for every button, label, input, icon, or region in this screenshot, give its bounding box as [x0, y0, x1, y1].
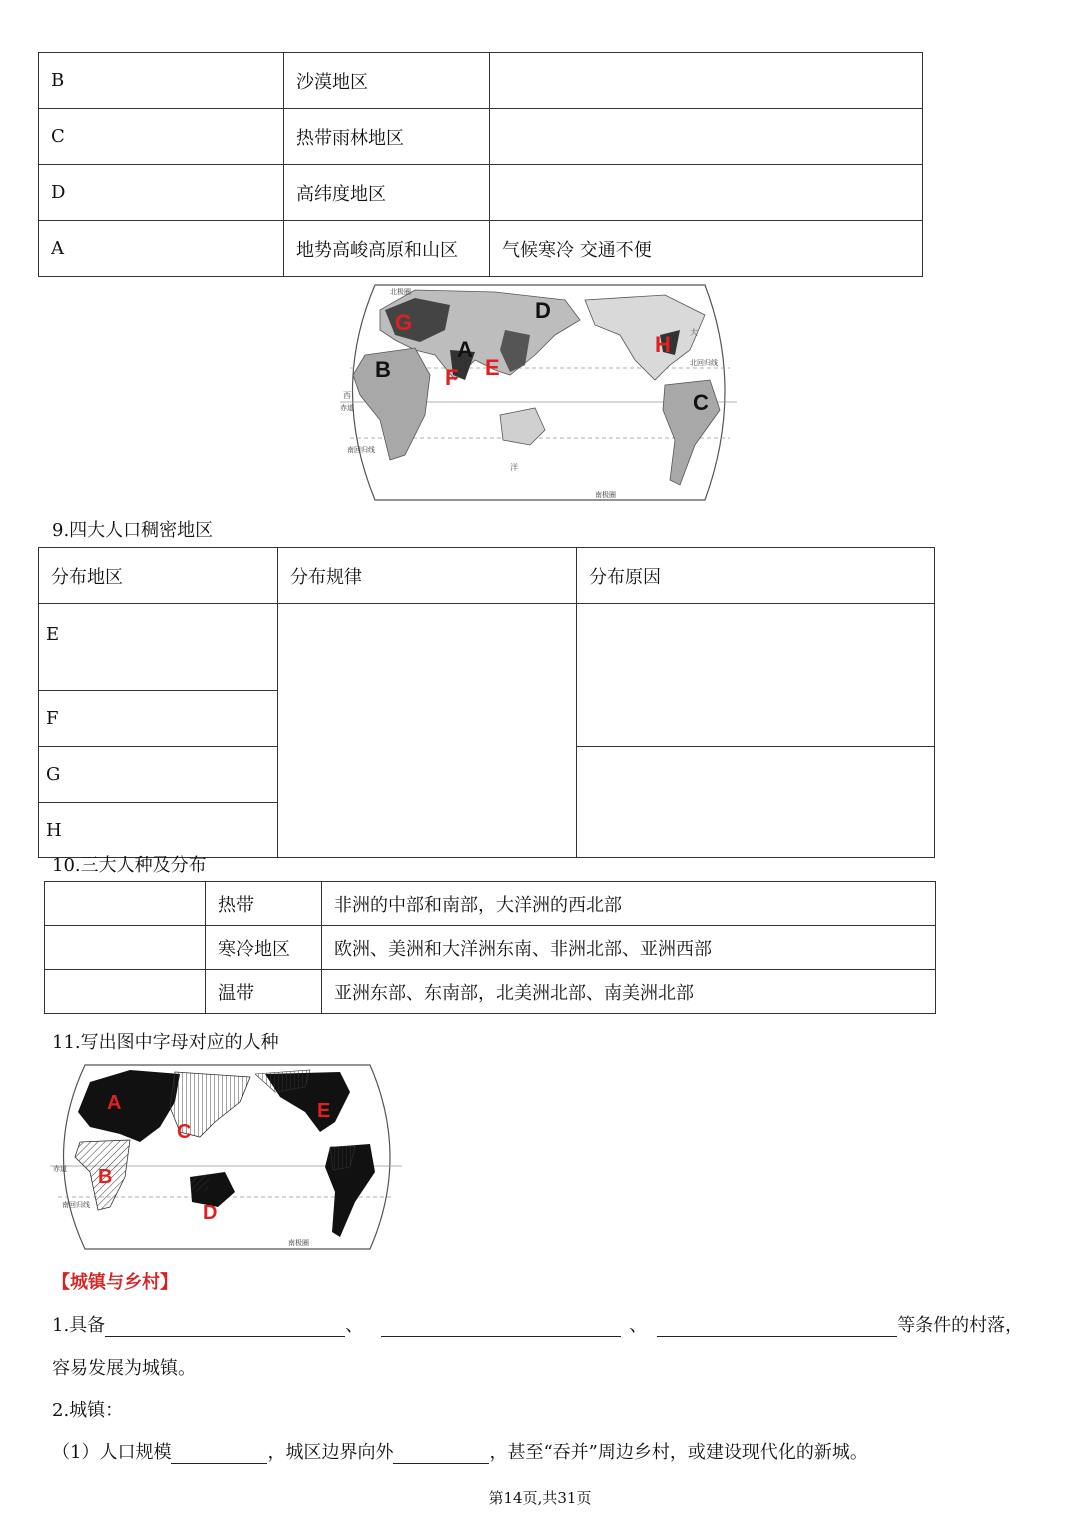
table-cell: 亚洲东部、东南部，北美洲北部、南美洲北部	[322, 970, 936, 1014]
fill-blank[interactable]	[171, 1445, 267, 1464]
table-row	[39, 604, 935, 691]
q9-title: 9.四大人口稠密地区	[52, 520, 214, 541]
item-1-suffix: 等条件的村落，	[897, 1315, 1024, 1336]
table-cell	[490, 165, 923, 221]
table-cell	[45, 882, 206, 926]
page-footer: 第14页,共31页	[488, 1489, 592, 1507]
ocean-char: 西	[343, 391, 351, 400]
south-tropic-label: 南回归线	[62, 1202, 90, 1209]
map-label-a: A	[107, 1092, 122, 1114]
map-label-d: D	[535, 298, 551, 323]
map-label-b: B	[375, 357, 391, 382]
table-cell: 高纬度地区	[284, 165, 490, 221]
australia-nw-hatch	[190, 1174, 210, 1192]
fill-blank[interactable]	[105, 1318, 345, 1337]
table-row	[45, 926, 936, 970]
table-cell: F	[39, 691, 278, 747]
map-label-d: D	[203, 1202, 218, 1224]
table-cell	[577, 747, 935, 858]
race-distribution-map	[50, 1062, 402, 1252]
q10-title: 10.三大人种及分布	[52, 855, 207, 876]
table-cell	[45, 970, 206, 1014]
table-header-row	[39, 548, 935, 604]
map-label-c: C	[693, 390, 709, 415]
item-1-sep: 、	[345, 1315, 364, 1336]
table-cell: 寒冷地区	[206, 926, 322, 970]
table-row	[45, 970, 936, 1014]
table-cell: 地势高峻高原和山区	[284, 221, 490, 277]
north-tropic-label: 北回归线	[690, 360, 718, 367]
table-header: 分布原因	[577, 548, 935, 604]
table-cell	[278, 604, 577, 858]
table-cell: H	[39, 803, 278, 858]
arctic-label: 北极圈	[390, 289, 411, 296]
equator-label: 赤道	[53, 1166, 67, 1173]
table-cell: 欧洲、美洲和大洋洲东南、非洲北部、亚洲西部	[322, 926, 936, 970]
race-table	[44, 881, 936, 1014]
fill-blank[interactable]	[381, 1318, 621, 1337]
table-cell: C	[39, 109, 284, 165]
table-cell	[45, 926, 206, 970]
table-cell	[490, 53, 923, 109]
table-cell: 沙漠地区	[284, 53, 490, 109]
table-cell: 热带	[206, 882, 322, 926]
item-1-sep: 、	[629, 1315, 648, 1336]
section-title: 【城镇与乡村】	[52, 1272, 178, 1293]
table-header: 分布地区	[39, 548, 278, 604]
table-cell: 非洲的中部和南部，大洋洲的西北部	[322, 882, 936, 926]
ocean-char: 洋	[510, 463, 518, 472]
south-tropic-label: 南回归线	[347, 447, 375, 454]
table-row	[39, 165, 923, 221]
table-cell	[490, 109, 923, 165]
antarctic-label: 南极圈	[595, 492, 616, 499]
table-cell: A	[39, 221, 284, 277]
fill-blank[interactable]	[657, 1318, 897, 1337]
q11-title: 11.写出图中字母对应的人种	[52, 1032, 279, 1053]
table-cell: B	[39, 53, 284, 109]
ocean-char: 大	[690, 328, 698, 337]
antarctic-label: 南极圈	[288, 1240, 309, 1247]
table-row	[45, 882, 936, 926]
table-cell: 温带	[206, 970, 322, 1014]
table-header: 分布规律	[278, 548, 577, 604]
map-label-e: E	[485, 355, 500, 380]
table-cell: 气候寒冷 交通不便	[490, 221, 923, 277]
map-label-g: G	[395, 310, 413, 335]
table-cell: E	[39, 604, 278, 691]
item-2-line-1	[52, 1438, 868, 1464]
item-2-part-b: ，城区边界向外	[267, 1442, 394, 1463]
climate-region-table	[38, 52, 923, 277]
map-label-c: C	[177, 1121, 192, 1143]
table-cell	[577, 604, 935, 747]
population-region-table	[38, 547, 935, 858]
table-row	[39, 109, 923, 165]
equator-label: 赤道	[340, 405, 354, 412]
table-cell: 热带雨林地区	[284, 109, 490, 165]
fill-blank[interactable]	[393, 1445, 489, 1464]
table-cell: D	[39, 165, 284, 221]
map-label-h: H	[655, 332, 671, 357]
item-1-prefix: 1.具备	[52, 1315, 106, 1336]
population-density-map	[335, 280, 740, 505]
item-2-part-a: （1）人口规模	[52, 1442, 172, 1463]
item-1-line-1	[52, 1311, 1023, 1337]
map-label-f: F	[445, 365, 459, 390]
map-label-e: E	[317, 1100, 331, 1122]
table-cell: G	[39, 747, 278, 803]
item-2-title: 2.城镇：	[52, 1400, 124, 1421]
table-row	[39, 53, 923, 109]
item-2-part-c: ，甚至“吞并”周边乡村，或建设现代化的新城。	[489, 1442, 868, 1463]
table-row	[39, 221, 923, 277]
item-1-line-2: 容易发展为城镇。	[52, 1358, 196, 1379]
map-label-a: A	[457, 337, 473, 362]
map-label-b: B	[98, 1166, 113, 1188]
